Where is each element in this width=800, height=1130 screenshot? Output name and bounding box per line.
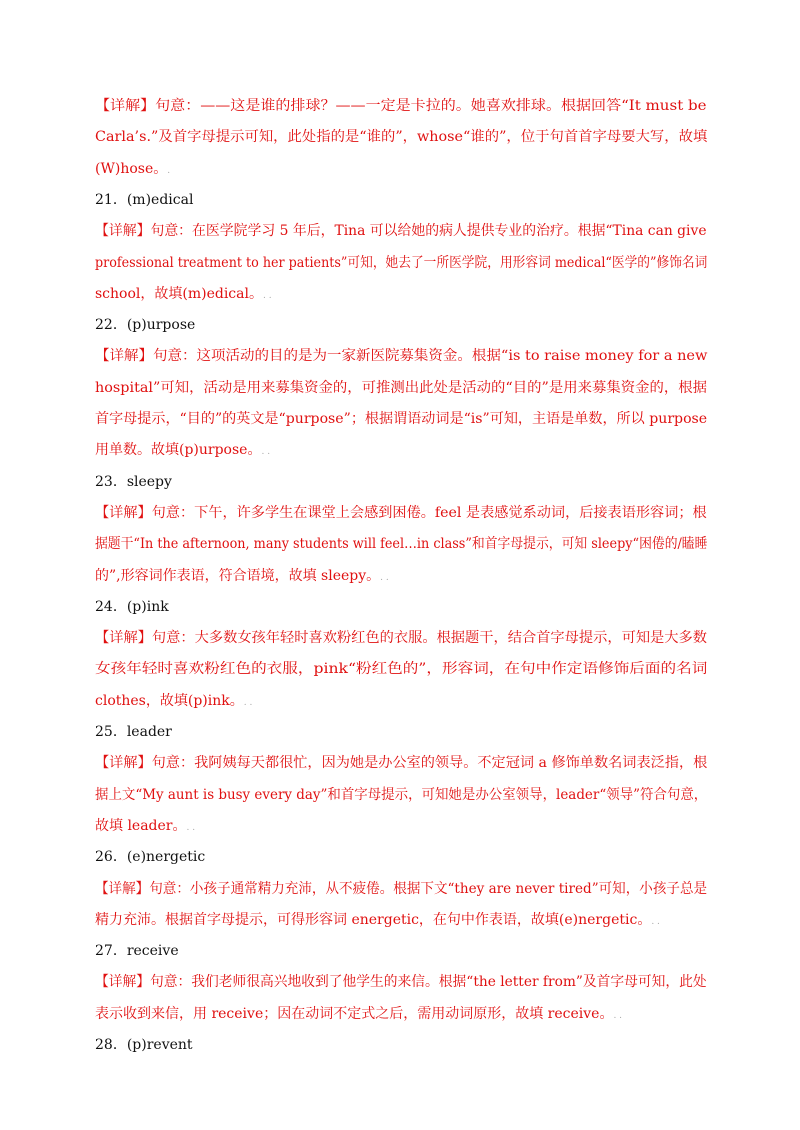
question-number: 22． bbox=[95, 317, 127, 334]
trailing-marks: . bbox=[167, 165, 171, 176]
trailing-marks: . . bbox=[651, 916, 660, 927]
explanation-line bbox=[95, 972, 707, 992]
explanation-line bbox=[95, 816, 195, 838]
explanation-line bbox=[95, 691, 252, 713]
trailing-marks: . . bbox=[261, 447, 271, 458]
explanation-tag: 【详解】 bbox=[95, 974, 151, 991]
explanation-text: 据上文“My aunt is busy every day”和首字母提示，可知她是办公室领导，leader“领导”符合句意， bbox=[95, 786, 708, 803]
explanation-text: 句意：下午，许多学生在课堂上会感到困倦。feel 是表感觉系动词，后接表语形容词；根 bbox=[151, 504, 707, 521]
explanation-line bbox=[95, 440, 270, 462]
explanation-line bbox=[95, 1004, 622, 1026]
explanation-text: professional treatment to her patients”可知，她去了一所医学院，用形容词 medical“医学的”修饰名词 bbox=[95, 254, 708, 271]
explanation-text: 的”,形容词作表语，符合语境，故填 sleepy。 bbox=[95, 567, 381, 584]
trailing-marks: . . bbox=[186, 822, 196, 833]
explanation-tag: 【详解】 bbox=[95, 348, 153, 365]
explanation-text: school，故填(m)edical。 bbox=[95, 285, 263, 302]
explanation-line bbox=[95, 284, 272, 306]
explanation-line bbox=[95, 753, 707, 773]
explanation-tag: 【详解】 bbox=[95, 755, 152, 772]
answer-line bbox=[95, 472, 172, 492]
explanation-text: hospital”可知，活动是用来募集资金的，可推测出此处是活动的“目的”是用来募集资金的，根据 bbox=[95, 379, 707, 396]
explanation-tag: 【详解】 bbox=[95, 223, 151, 240]
answer-text: (p)revent bbox=[126, 1037, 193, 1053]
explanation-text: 句意：我阿姨每天都很忙，因为她是办公室的领导。不定冠词 a 修饰单数名词表泛指，根 bbox=[151, 755, 708, 772]
explanation-tag: 【详解】 bbox=[95, 504, 152, 521]
trailing-marks: . . bbox=[262, 290, 272, 301]
explanation-text: 首字母提示，“目的”的英文是“purpose”；根据谓语动词是“is”可知，主语是单数，所以 purpose bbox=[95, 411, 708, 427]
answer-line bbox=[95, 847, 205, 867]
answer-text: (e)nergetic bbox=[126, 849, 206, 866]
answer-line bbox=[95, 941, 179, 961]
explanation-line bbox=[95, 910, 660, 932]
explanation-line bbox=[95, 503, 707, 523]
explanation-line bbox=[95, 346, 707, 366]
explanation-line bbox=[95, 409, 707, 429]
explanation-tag: 【详解】 bbox=[95, 98, 156, 114]
explanation-line bbox=[95, 785, 707, 805]
question-number: 24． bbox=[95, 598, 127, 615]
answer-text: sleepy bbox=[126, 473, 172, 490]
explanation-text: clothes，故填(p)ink。 bbox=[95, 692, 244, 709]
trailing-marks: . . bbox=[613, 1010, 623, 1021]
answer-text: (p)ink bbox=[126, 598, 169, 615]
answer-line bbox=[95, 722, 172, 742]
trailing-marks: . . bbox=[243, 697, 253, 708]
answer-text: receive bbox=[126, 943, 179, 960]
question-number: 27． bbox=[95, 943, 127, 960]
explanation-line bbox=[95, 879, 707, 899]
explanation-line bbox=[95, 253, 707, 273]
explanation-line bbox=[95, 628, 707, 648]
explanation-line bbox=[95, 127, 707, 147]
explanation-text: 句意：我们老师很高兴地收到了他学生的来信。根据“the letter from”及首字母可知，此处 bbox=[150, 974, 707, 991]
explanation-text: Carla’s.”及首字母提示可知，此处指的是“谁的”，whose“谁的”，位于句首首字母要大写，故填 bbox=[95, 129, 708, 146]
explanation-line bbox=[95, 659, 707, 679]
question-number: 23． bbox=[95, 473, 127, 490]
explanation-line bbox=[95, 159, 170, 181]
explanation-text: 用单数。故填(p)urpose。 bbox=[95, 442, 262, 459]
question-number: 25． bbox=[95, 724, 127, 740]
explanation-tag: 【详解】 bbox=[95, 880, 150, 897]
explanation-text: 句意：——这是谁的排球？——一定是卡拉的。她喜欢排球。根据回答“It must be bbox=[155, 98, 707, 114]
explanation-line bbox=[95, 534, 707, 554]
answer-text: leader bbox=[126, 724, 172, 740]
trailing-marks: . . bbox=[380, 572, 389, 583]
explanation-text: 句意：大多数女孩年轻时喜欢粉红色的衣服。根据题干，结合首字母提示，可知是大多数 bbox=[151, 630, 707, 647]
explanation-text: 精力充沛。根据首字母提示，可得形容词 energetic，在句中作表语，故填(e)nergetic。 bbox=[95, 911, 652, 928]
explanation-text: 表示收到来信，用 receive；因在动词不定式之后，需用动词原形，故填 receive。 bbox=[95, 1005, 614, 1022]
explanation-line bbox=[95, 378, 707, 398]
explanation-tag: 【详解】 bbox=[95, 630, 152, 647]
answer-line bbox=[95, 1035, 193, 1055]
answer-text: (m)edical bbox=[126, 191, 194, 208]
explanation-line bbox=[95, 566, 389, 588]
answer-line bbox=[95, 190, 193, 210]
explanation-text: 句意：小孩子通常精力充沛，从不疲倦。根据下文“they are never tired”可知，小孩子总是 bbox=[149, 880, 708, 897]
answer-text: (p)urpose bbox=[126, 317, 196, 334]
answer-line bbox=[95, 315, 195, 335]
explanation-text: 句意：在医学院学习 5 年后，Tina 可以给她的病人提供专业的治疗。根据“Tina can give bbox=[150, 223, 707, 240]
question-number: 26． bbox=[95, 849, 127, 866]
question-number: 21． bbox=[95, 191, 127, 208]
answer-line bbox=[95, 597, 169, 617]
explanation-text: 句意：这项活动的目的是为一家新医院募集资金。根据“is to raise money for a new bbox=[152, 348, 708, 365]
explanation-text: 女孩年轻时喜欢粉红色的衣服，pink“粉红色的”，形容词，在句中作定语修饰后面的名词 bbox=[95, 661, 708, 678]
explanation-text: 据题干“In the afternoon, many students will feel…in class”和首字母提示，可知 sleepy“困倦的/瞌睡 bbox=[95, 536, 708, 553]
explanation-line bbox=[95, 96, 707, 116]
explanation-text: (W)hose。 bbox=[95, 160, 168, 177]
question-number: 28． bbox=[95, 1037, 127, 1053]
explanation-line bbox=[95, 221, 707, 241]
explanation-text: 故填 leader。 bbox=[95, 817, 187, 834]
